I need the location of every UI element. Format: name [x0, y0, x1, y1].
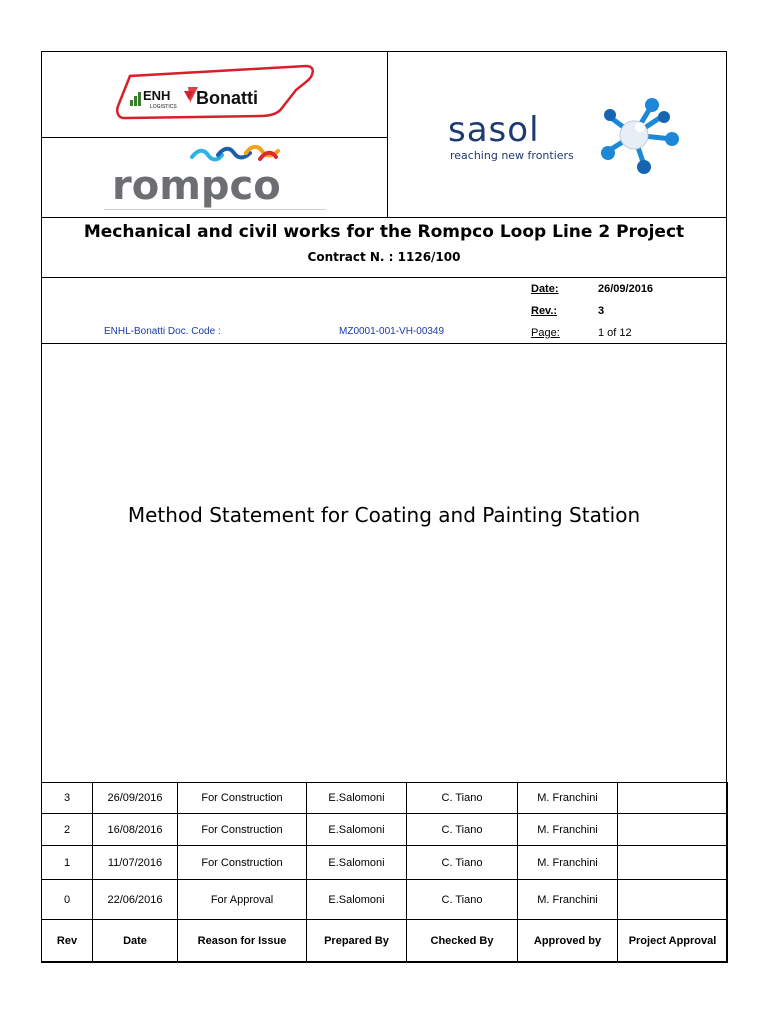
meta-divider	[41, 343, 727, 344]
approved-cell: M. Franchini	[518, 814, 618, 846]
rev-cell: 3	[42, 783, 93, 814]
sasol-name: sasol	[448, 110, 540, 150]
rompco-logo	[100, 145, 330, 215]
page-label: Page:	[531, 327, 560, 339]
header-rev: Rev	[42, 920, 93, 963]
revision-table	[41, 782, 728, 963]
table-header-row	[42, 920, 728, 963]
header-divider-top	[41, 217, 727, 218]
header-project: Project Approval	[618, 920, 728, 963]
table-row	[42, 880, 728, 920]
approved-cell: M. Franchini	[518, 880, 618, 920]
checked-cell: C. Tiano	[407, 880, 518, 920]
prepared-cell: E.Salomoni	[307, 783, 407, 814]
prepared-cell: E.Salomoni	[307, 880, 407, 920]
header-date: Date	[93, 920, 178, 963]
project-cell	[618, 880, 728, 920]
date-value: 26/09/2016	[598, 283, 654, 295]
approved-cell: M. Franchini	[518, 846, 618, 880]
bonatti-sub: LOGISTICS	[150, 104, 177, 110]
header-checked: Checked By	[407, 920, 518, 963]
checked-cell: C. Tiano	[407, 814, 518, 846]
header-reason: Reason for Issue	[178, 920, 307, 963]
date-label: Date:	[531, 283, 559, 295]
rev-value: 3	[598, 305, 605, 317]
prepared-cell: E.Salomoni	[307, 814, 407, 846]
checked-cell: C. Tiano	[407, 846, 518, 880]
doc-code-label: ENHL-Bonatti Doc. Code :	[104, 326, 221, 337]
date-cell: 22/06/2016	[93, 880, 178, 920]
enh-bonatti-logo	[110, 62, 320, 124]
date-cell: 26/09/2016	[93, 783, 178, 814]
contract-number: Contract N. : 1126/100	[307, 250, 461, 264]
table-row	[42, 814, 728, 846]
logo-divider-horizontal	[41, 137, 387, 138]
prepared-cell: E.Salomoni	[307, 846, 407, 880]
document-title: Method Statement for Coating and Painting Station	[127, 503, 641, 527]
rev-label: Rev.:	[531, 305, 558, 317]
reason-cell: For Construction	[178, 783, 307, 814]
reason-cell: For Construction	[178, 814, 307, 846]
rev-cell: 0	[42, 880, 93, 920]
sasol-logo	[448, 95, 688, 185]
sasol-tagline: reaching new frontiers	[450, 149, 574, 162]
reason-cell: For Construction	[178, 846, 307, 880]
project-cell	[618, 846, 728, 880]
header-approved: Approved by	[518, 920, 618, 963]
approved-cell: M. Franchini	[518, 783, 618, 814]
date-cell: 11/07/2016	[93, 846, 178, 880]
sasol-molecule-icon	[601, 98, 679, 174]
project-title: Mechanical and civil works for the Rompco Loop Line 2 Project	[83, 222, 685, 242]
rompco-name: rompco	[112, 163, 281, 209]
page-value: 1 of 12	[598, 327, 632, 339]
project-cell	[618, 814, 728, 846]
reason-cell: For Approval	[178, 880, 307, 920]
rev-cell: 1	[42, 846, 93, 880]
header-divider-bottom	[41, 277, 727, 278]
project-cell	[618, 783, 728, 814]
rev-cell: 2	[42, 814, 93, 846]
date-cell: 16/08/2016	[93, 814, 178, 846]
bonatti-name: Bonatti	[196, 88, 258, 108]
bonatti-prefix: ENH	[143, 88, 171, 103]
table-row	[42, 846, 728, 880]
header-prepared: Prepared By	[307, 920, 407, 963]
doc-code-value: MZ0001-001-VH-00349	[339, 326, 445, 337]
logo-divider-vertical	[387, 51, 388, 217]
table-row	[42, 783, 728, 814]
checked-cell: C. Tiano	[407, 783, 518, 814]
